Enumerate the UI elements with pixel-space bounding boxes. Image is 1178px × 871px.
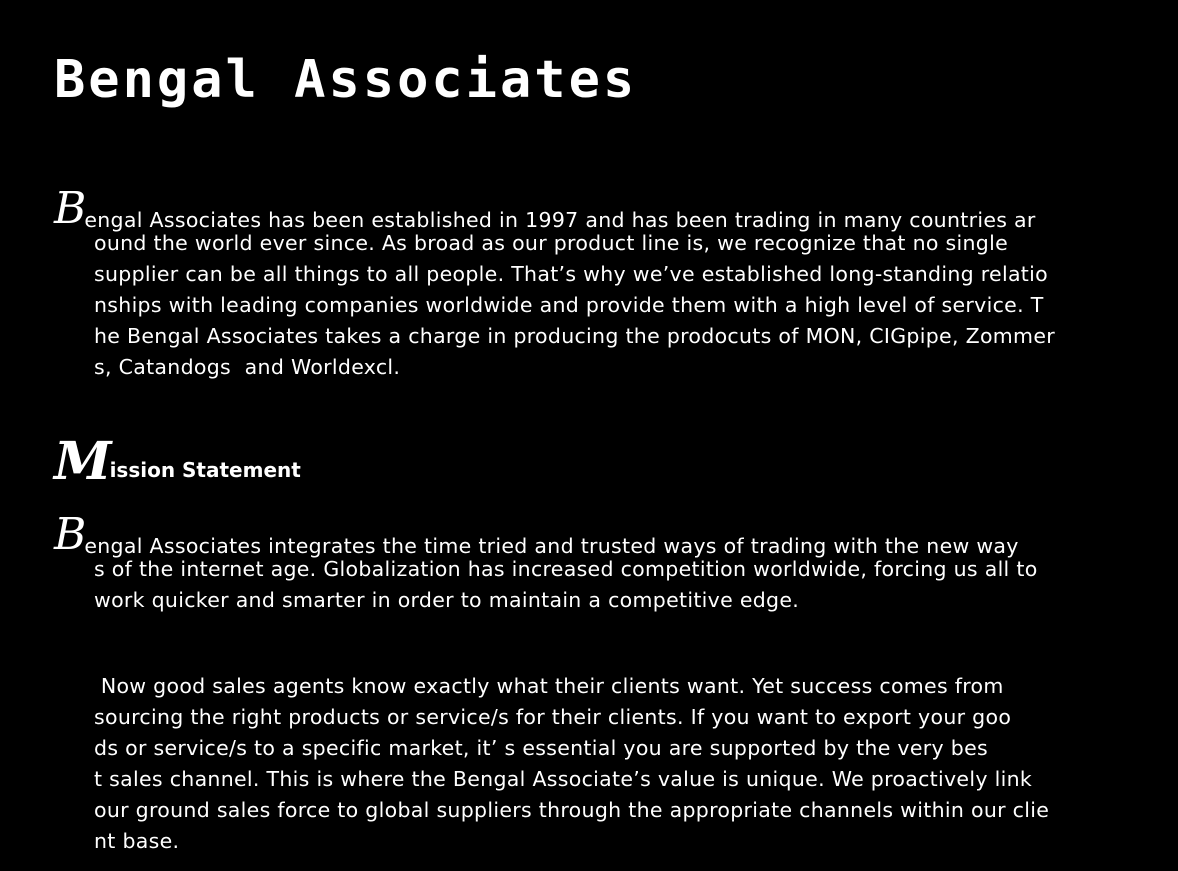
dropcap: B [54,183,85,234]
mission2-line-2: sourcing the right products or service/s for their clients. If you want to export your goo [94,705,1012,729]
mission-heading [54,431,301,494]
mission2-line-5: our ground sales force to global suppliers through the appropriate channels within our clie [94,798,1050,822]
intro-paragraph [54,183,1118,383]
intro-line-2: ound the world ever since. As broad as our product line is, we recognize that no single [94,231,1009,255]
intro-line-4: nships with leading companies worldwide and provide them with a high level of service. T [94,293,1044,317]
mission2-line-4: t sales channel. This is where the Bengal Associate’s value is unique. We proactively link [94,767,1033,791]
mission-paragraph-2 [94,671,1118,857]
dropcap: B [54,509,85,560]
mission-line-3: work quicker and smarter in order to maintain a competitive edge. [94,588,800,612]
dropcap: M [54,431,110,492]
intro-line-1 [54,183,1118,234]
mission2-line-6: nt base. [94,829,180,853]
mission2-line-3: ds or service/s to a specific market, it’ s essential you are supported by the very bes [94,736,988,760]
heading-text: ission Statement [109,458,301,482]
mission2-line-1: Now good sales agents know exactly what their clients want. Yet success comes from [94,674,1004,698]
mission-paragraph-1 [54,509,1118,616]
mission-line-2: s of the internet age. Globalization has increased competition worldwide, forcing us all to [94,557,1038,581]
intro-line-6: s, Catandogs and Worldexcl. [94,355,401,379]
intro-line-3: supplier can be all things to all people. That’s why we’ve established long-standing relatio [94,262,1048,286]
mission-line-1 [54,509,1118,560]
text-line: engal Associates has been established in 1997 and has been trading in many countries ar [84,208,1036,232]
intro-line-5: he Bengal Associates takes a charge in producing the prodocuts of MON, CIGpipe, Zommer [94,324,1055,348]
text-line: engal Associates integrates the time tried and trusted ways of trading with the new way [84,534,1019,558]
page-title: Bengal Associates [54,50,638,110]
